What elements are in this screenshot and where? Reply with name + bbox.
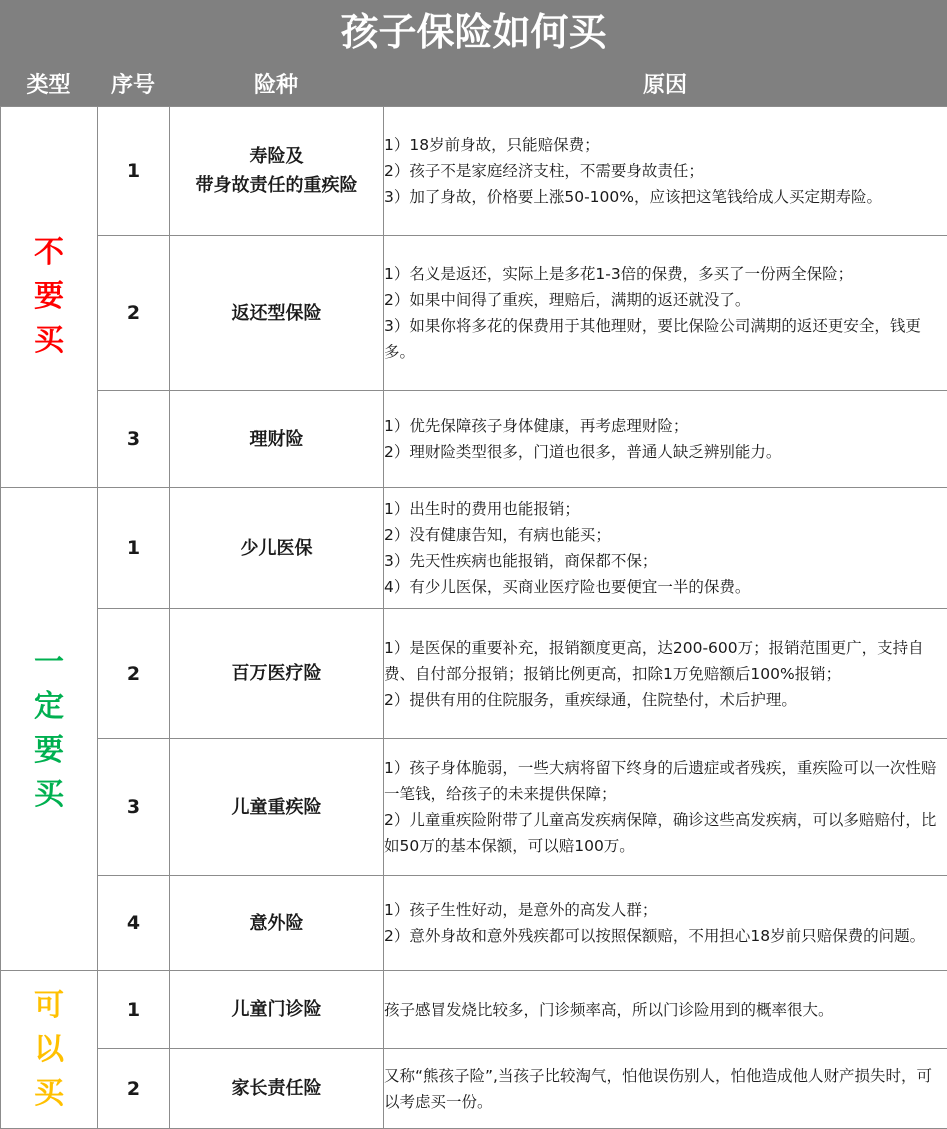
table-row [1, 876, 947, 971]
table-row [1, 391, 947, 488]
table-row [1, 609, 947, 739]
insurance-kind [170, 609, 384, 739]
reason-line: 2）理财险类型很多，门道也很多，普通人缺乏辨别能力。 [384, 443, 782, 461]
row-index: 2 [98, 236, 170, 391]
insurance-kind [170, 739, 384, 876]
insurance-table [0, 106, 947, 1129]
reason-line: 2）没有健康告知，有病也能买； [384, 526, 611, 544]
column-header-type: 类型 [26, 73, 71, 98]
row-index: 3 [98, 739, 170, 876]
table-row [1, 107, 947, 236]
reason-line: 3）如果你将多花的保费用于其他理财，要比保险公司满期的返还更安全，钱更多。 [384, 317, 921, 361]
category-char: 买 [34, 323, 64, 358]
category-char: 定 [34, 689, 64, 724]
kind-line: 百万医疗险 [231, 663, 322, 684]
row-index: 2 [98, 609, 170, 739]
insurance-kind [170, 107, 384, 236]
column-header-index: 序号 [110, 73, 155, 98]
column-header-reason: 原因 [642, 73, 687, 98]
reason-line: 1）名义是返还，实际上是多花1-3倍的保费，多买了一份两全保险； [384, 265, 854, 283]
insurance-kind [170, 391, 384, 488]
insurance-kind [170, 876, 384, 971]
insurance-kind [170, 236, 384, 391]
row-index: 3 [98, 391, 170, 488]
category-can-buy [1, 971, 98, 1129]
reason-line: 1）18岁前身故，只能赔保费； [384, 136, 600, 154]
insurance-kind [170, 971, 384, 1049]
reason-cell [384, 876, 947, 971]
reason-cell [384, 107, 947, 236]
title-bar [0, 0, 947, 106]
category-char: 可 [34, 987, 64, 1023]
reason-line: 3）先天性疾病也能报销，商保都不保； [384, 552, 658, 570]
reason-line: 又称“熊孩子险”,当孩子比较淘气，怕他误伤别人，怕他造成他人财产损失时，可以考虑买一份。 [384, 1066, 932, 1111]
insurance-kind [170, 1049, 384, 1129]
reason-cell [384, 739, 947, 876]
table-row [1, 236, 947, 391]
reason-cell [384, 488, 947, 609]
reason-cell [384, 391, 947, 488]
reason-cell [384, 971, 947, 1049]
category-char: 不 [34, 235, 64, 270]
kind-line: 理财险 [249, 428, 304, 450]
reason-line: 2）孩子不是家庭经济支柱，不需要身故责任； [384, 162, 704, 180]
category-char: 以 [34, 1031, 64, 1067]
kind-line: 带身故责任的重疾险 [195, 175, 358, 196]
table-row [1, 488, 947, 609]
reason-cell [384, 1049, 947, 1129]
reason-line: 2）儿童重疾险附带了儿童高发疾病保障，确诊这些高发疾病，可以多赔赔付，比如50万的基本保额，可以赔100万。 [384, 811, 937, 855]
category-char: 买 [34, 777, 64, 812]
kind-line: 儿童重疾险 [231, 796, 322, 818]
kind-line: 儿童门诊险 [231, 999, 322, 1020]
row-index: 1 [98, 488, 170, 609]
reason-line: 1）孩子身体脆弱，一些大病将留下终身的后遗症或者残疾，重疾险可以一次性赔一笔钱，给孩子的未来提供保障； [384, 759, 937, 803]
category-must-buy [1, 488, 98, 971]
row-index: 1 [98, 107, 170, 236]
kind-line: 意外险 [249, 912, 304, 934]
reason-line: 1）优先保障孩子身体健康，再考虑理财险； [384, 417, 689, 435]
row-index: 4 [98, 876, 170, 971]
category-char: 一 [34, 645, 64, 680]
reason-line: 4）有少儿医保，买商业医疗险也要便宜一半的保费。 [384, 578, 751, 596]
row-index: 1 [98, 971, 170, 1049]
reason-cell [384, 236, 947, 391]
table-row [1, 971, 947, 1049]
kind-line: 少儿医保 [240, 537, 313, 559]
reason-cell [384, 609, 947, 739]
kind-line: 家长责任险 [231, 1078, 322, 1099]
category-char: 要 [34, 733, 64, 768]
kind-line: 返还型保险 [231, 302, 322, 324]
reason-line: 1）出生时的费用也能报销； [384, 500, 580, 518]
table-row [1, 1049, 947, 1129]
reason-line: 2）如果中间得了重疾，理赔后，满期的返还就没了。 [384, 291, 751, 309]
reason-line: 2）意外身故和意外残疾都可以按照保额赔，不用担心18岁前只赔保费的问题。 [384, 927, 926, 945]
table-row [1, 739, 947, 876]
page-title: 孩子保险如何买 [340, 10, 607, 54]
row-index: 2 [98, 1049, 170, 1129]
reason-line: 孩子感冒发烧比较多，门诊频率高，所以门诊险用到的概率很大。 [384, 1000, 834, 1019]
column-header-kind: 险种 [253, 73, 298, 98]
category-char: 要 [34, 279, 64, 314]
category-dont-buy [1, 107, 98, 488]
reason-line: 2）提供有用的住院服务，重疾绿通，住院垫付，术后护理。 [384, 690, 797, 709]
reason-line: 3）加了身故，价格要上涨50-100%，应该把这笔钱给成人买定期寿险。 [384, 188, 882, 206]
category-char: 买 [34, 1075, 64, 1111]
reason-line: 1）孩子生性好动，是意外的高发人群； [384, 901, 658, 919]
insurance-kind [170, 488, 384, 609]
kind-line: 寿险及 [249, 146, 304, 167]
reason-line: 1）是医保的重要补充，报销额度更高，达200-600万；报销范围更广，支持自费、自付部分报销；报销比例更高，扣除1万免赔额后100%报销； [384, 638, 924, 683]
